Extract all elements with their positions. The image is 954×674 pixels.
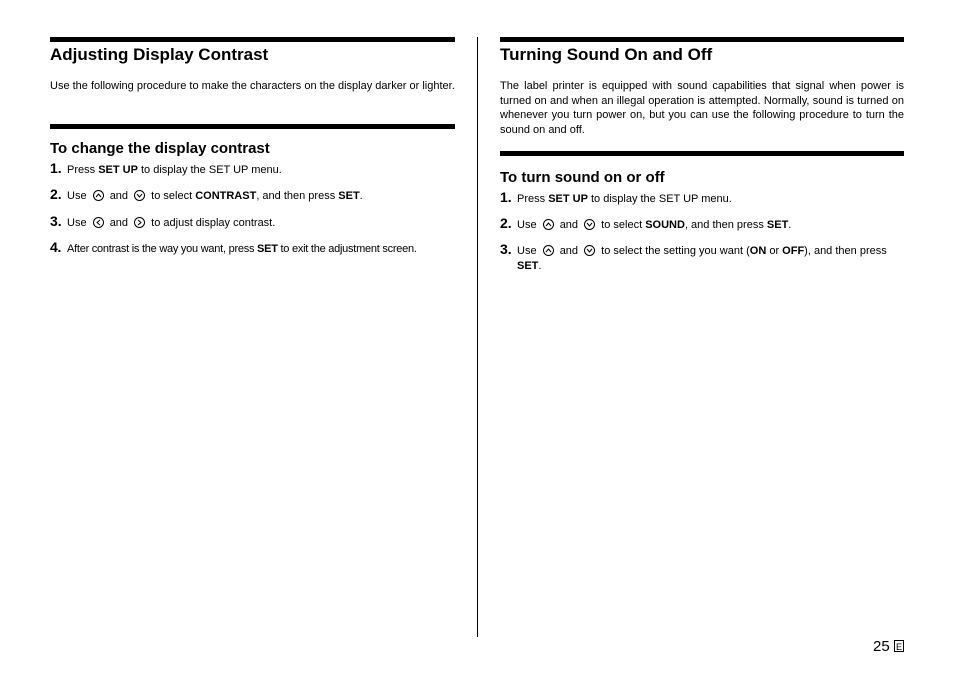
down-arrow-key-icon: [584, 245, 595, 256]
right-arrow-key-icon: [134, 217, 145, 228]
up-arrow-key-icon: [93, 190, 104, 201]
step-1: 1. Press SET UP to display the SET UP menu.: [50, 160, 282, 176]
step-number: 1.: [500, 189, 512, 205]
step-number: 2.: [500, 215, 512, 231]
subsection-rule: [500, 151, 904, 156]
intro-paragraph: The label printer is equipped with sound capabilities that signal when power is turned on and when an illegal operation is attempted. Normally, sound is turned on whenever you turn power on, but you can use the following procedure to turn the sound on and off.: [500, 80, 904, 136]
language-tag: E: [895, 642, 902, 652]
up-arrow-key-icon: [543, 245, 554, 256]
subsection-title: To change the display contrast: [50, 140, 270, 157]
down-arrow-key-icon: [134, 190, 145, 201]
step-3: 3. Use and to select the setting you want (ON or OFF), and then press SET.: [500, 242, 904, 274]
left-arrow-key-icon: [93, 217, 104, 228]
step-number: 3.: [50, 213, 62, 229]
step-number: 3.: [500, 241, 512, 257]
page-number: 25: [873, 638, 890, 655]
step-2: 2. Use and to select CONTRAST, and then press SET.: [50, 186, 363, 202]
section-top-rule: [500, 37, 904, 42]
step-3: 3. Use and to adjust display contrast.: [50, 213, 276, 229]
step-1: 1. Press SET UP to display the SET UP menu.: [500, 189, 732, 205]
section-top-rule: [50, 37, 455, 42]
step-number: 1.: [50, 160, 62, 176]
up-arrow-key-icon: [543, 219, 554, 230]
down-arrow-key-icon: [584, 219, 595, 230]
column-divider: [477, 37, 478, 637]
step-4: 4. After contrast is the way you want, press SET to exit the adjustment screen.: [50, 239, 417, 255]
subsection-rule: [50, 124, 455, 129]
step-continuation: SET.: [517, 260, 542, 272]
step-number: 2.: [50, 186, 62, 202]
step-number: 4.: [50, 239, 62, 255]
section-title: Turning Sound On and Off: [500, 45, 713, 64]
intro-paragraph: Use the following procedure to make the characters on the display darker or lighter.: [50, 80, 455, 92]
step-2: 2. Use and to select SOUND, and then press SET.: [500, 215, 792, 231]
section-title: Adjusting Display Contrast: [50, 45, 269, 64]
subsection-title: To turn sound on or off: [500, 169, 665, 186]
